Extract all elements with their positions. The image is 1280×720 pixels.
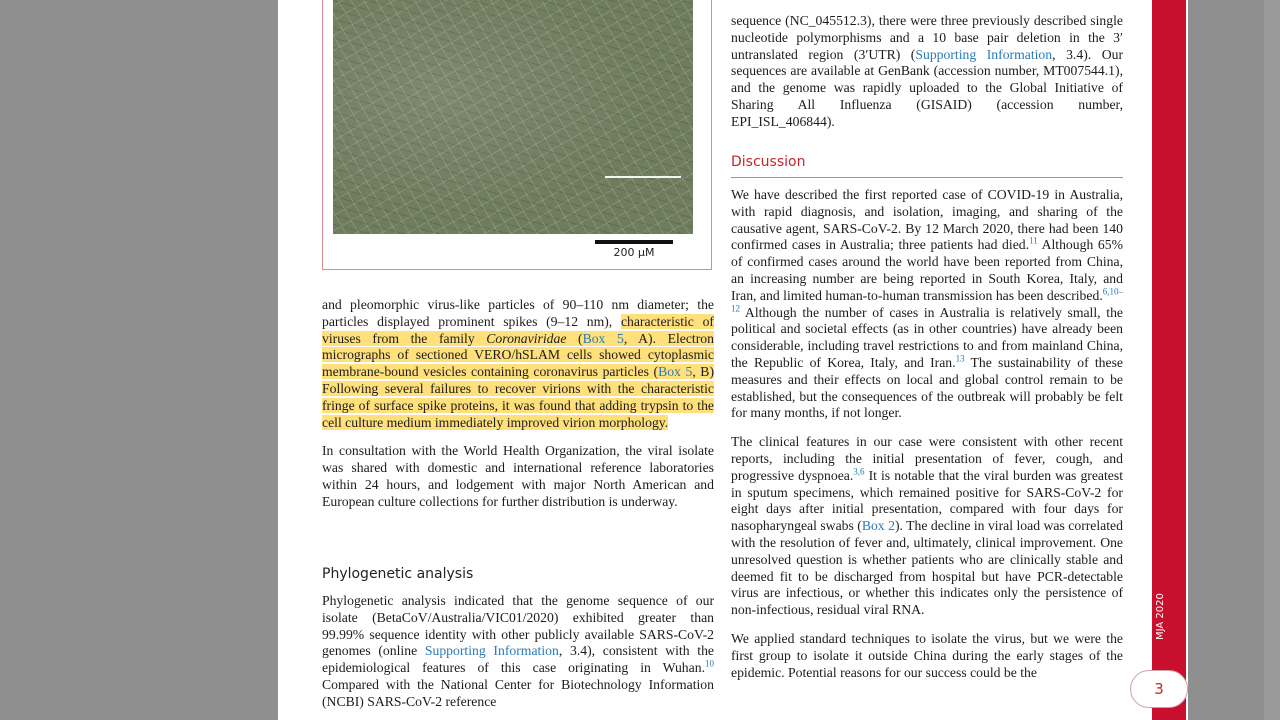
- figure-box: [322, 0, 712, 270]
- viewer-scrollbar[interactable]: [1264, 0, 1280, 720]
- paragraph-sequence: sequence (NC_045512.3), there were three previously described single nucleotide polymorphisms and a 10 base pair deletion in the 3′ untranslated region (3′UTR) (Supporting Information, 3.4). Our sequences are available at GenBank (accession number, MT007544.1), and the genome was rapidly uploaded to the Global Initiative of Sharing All Influenza (GISAID) (accession number, EPI_ISL_406844).: [731, 13, 1123, 129]
- highlighted-text: characteristic of viruses from the family Coronaviridae (Box 5, A). Electron micrographs of sectioned VERO/hSLAM cells showed cytoplasmic membrane-bound vesicles containing coronavirus particles (Box 5, B) Following several failures to recover virions with the characteristic fringe of surface spike proteins, it was found that adding trypsin to the cell culture medium immediately improved virion morphology.: [322, 313, 714, 430]
- box2-link[interactable]: Box 2: [861, 518, 895, 534]
- page-number: 3: [1130, 670, 1188, 708]
- paragraph-phylogenetic: Phylogenetic analysis indicated that the genome sequence of our isolate (BetaCoV/Australia/VIC01/2020) exhibited greater than 99.99% sequence identity with other publicly available SARS-CoV-2 genomes (online Supporting Information, 3.4), consistent with the epidemiological features of this case originating in Wuhan.$^{10}$ Compared with the National Center for Biotechnology Information (NCBI) SARS-CoV-2 reference: [322, 593, 714, 709]
- paragraph-particles: and pleomorphic virus-like particles of 90–110 nm diameter; the particles displayed prominent spikes (9–12 nm), characteristic of viruses from the family Coronaviridae (Box 5, A). Electron micrographs of sectioned VERO/hSLAM cells showed cytoplasmic membrane-bound vesicles containing coronavirus particles (Box 5, B) Following several failures to recover virions with the characteristic fringe of surface spike proteins, it was found that adding trypsin to the cell culture medium immediately improved virion morphology.: [322, 297, 714, 430]
- paragraph-who-consultation: In consultation with the World Health Organization, the viral isolate was shared with domestic and international reference laboratories within 24 hours, and lodgement with major North American and European culture collections for further distribution is underway.: [322, 443, 714, 509]
- citation-13[interactable]: 13: [955, 353, 965, 364]
- phylogenetic-heading: Phylogenetic analysis: [322, 566, 474, 582]
- scale-label: 200 μM: [613, 246, 655, 259]
- viewer-background-left: [0, 0, 278, 720]
- paragraph-discussion-1: We have described the first reported case of COVID-19 in Australia, with rapid diagnosis, and isolation, imaging, and sharing of the causative agent, SARS-CoV-2. By 12 March 2020, there had been 140 confirmed cases in Australia; three patients had died.$^{11}$ Although 65% of confirmed cases around the world have been reported from China, an increasing number are being reported in South Korea, Italy, and Iran, and limited human-to-human transmission has been described.$^{6,10-12}$ Although the number of cases in Australia is relatively small, the political and societal effects (as in other countries) have already been considerable, including travel restrictions to and from mainland China, the Republic of Korea, Italy, and Iran.$^{13}$ The sustainability of these measures and their effects on local and global control remain to be established, but the consequences of the outbreak will probably be felt for many months, if not longer.: [731, 187, 1124, 421]
- right-column-lower: [731, 187, 1123, 681]
- box5-link-a[interactable]: Box 5: [582, 330, 624, 346]
- scale-bar: [595, 240, 673, 244]
- citation-10[interactable]: 10: [705, 658, 714, 669]
- citation-6-10-12[interactable]: 6,10–12: [731, 286, 1123, 314]
- supporting-info-link[interactable]: Supporting Information: [424, 643, 559, 659]
- paragraph-discussion-2: The clinical features in our case were consistent with other recent reports, including the initial presentation of fever, cough, and progressive dyspnoea.$^{3,6}$ It is notable that the viral burden was greatest in sputum specimens, which remained positive for SARS-CoV-2 for eight days after initial presentation, compared with four days for nasopharyngeal swabs (Box 2). The decline in viral load was correlated with the resolution of fever and, ultimately, clinical improvement. One unresolved question is whether patients who are clinically stable and deemed fit to be discharged from hospital but have PCR-detectable virus are infectious, or whether this indicates only the persistence of non-infectious, residual viral RNA.: [731, 434, 1123, 618]
- citation-11[interactable]: 11: [1029, 235, 1038, 246]
- micrograph-image: [333, 0, 693, 234]
- box5-link-b[interactable]: Box 5: [658, 364, 693, 380]
- document-page: [278, 0, 1188, 720]
- citation-3-6[interactable]: 3,6: [853, 466, 865, 477]
- paragraph-discussion-3: We applied standard techniques to isolate the virus, but we were the first group to isolate it outside China during the early stages of the epidemic. Potential reasons for our success could be the: [731, 630, 1123, 680]
- image-scale-line: [605, 176, 681, 178]
- left-column-upper: [322, 297, 714, 511]
- supporting-info-link-2[interactable]: Supporting Information: [915, 46, 1053, 62]
- left-column-lower: [322, 593, 714, 711]
- right-column-upper: [731, 13, 1123, 131]
- discussion-heading: Discussion: [731, 154, 806, 170]
- discussion-rule: [731, 177, 1123, 178]
- journal-label: MJA 2020: [1155, 593, 1166, 640]
